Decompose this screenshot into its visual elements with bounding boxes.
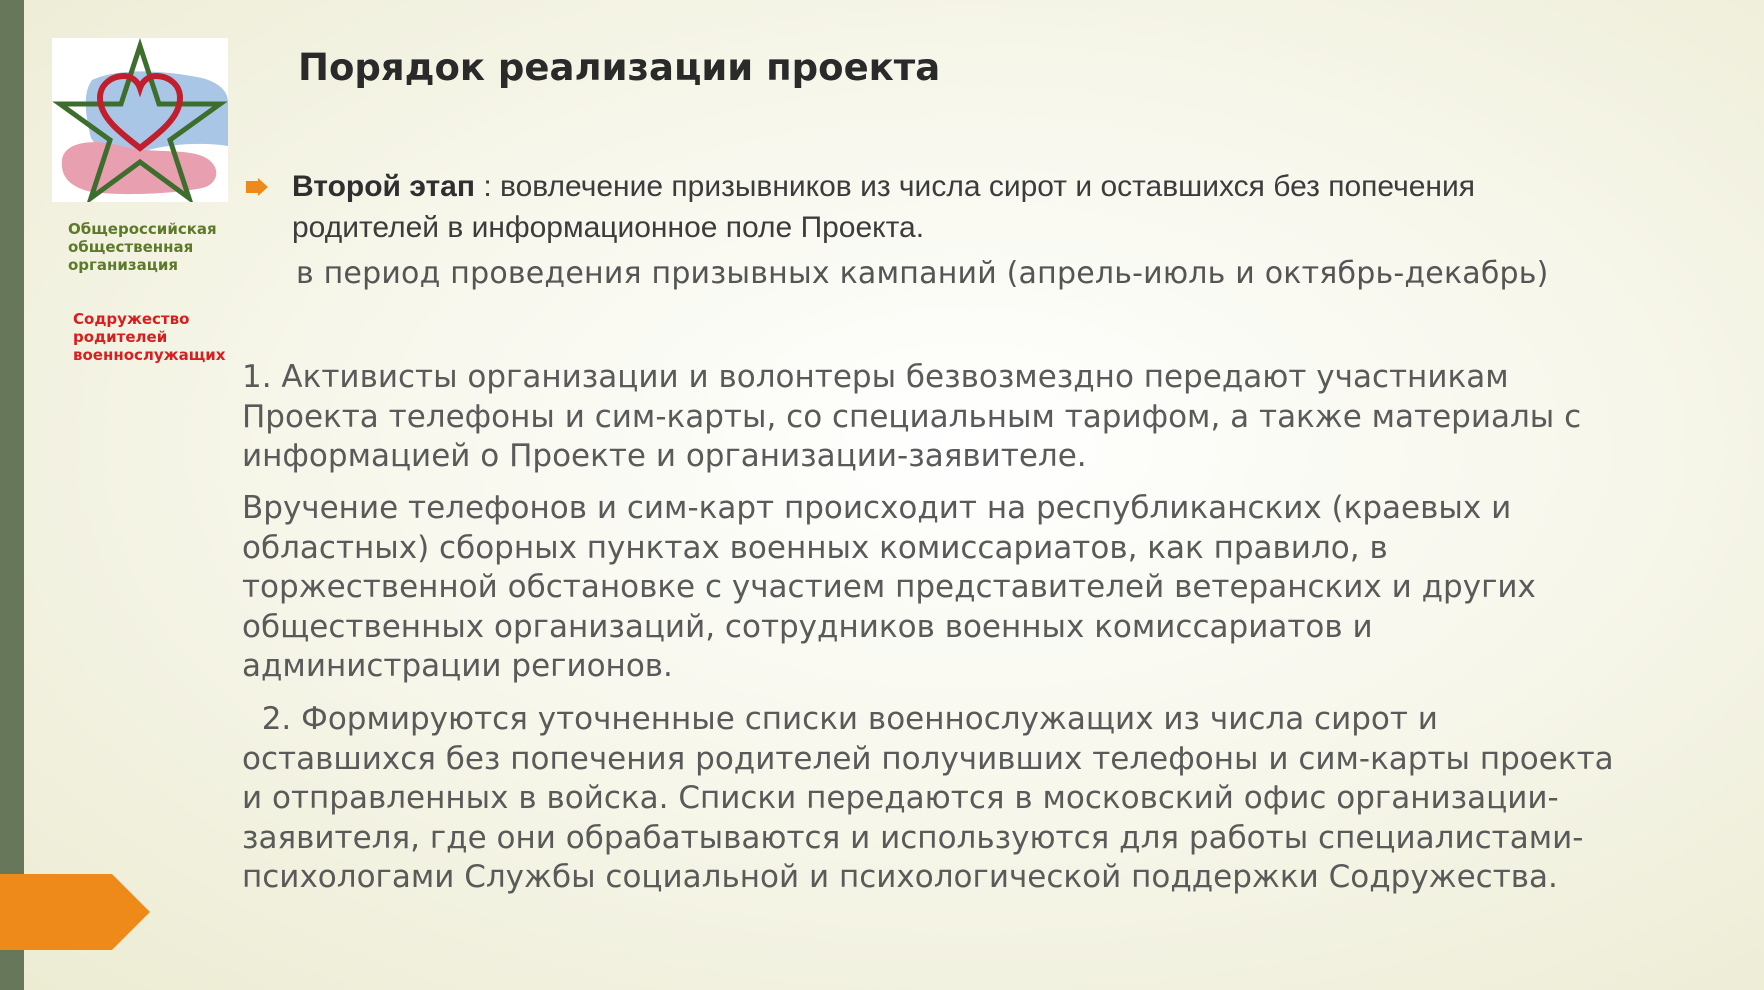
paragraph-line: 1. Активисты организации и волонтеры безвозмездно передают участникам [242, 359, 1509, 395]
paragraph-line: информацией о Проекте и организации-заявителе. [242, 438, 1087, 474]
paragraph-line: оставшихся без попечения родителей получивших телефоны и сим-карты проекта [242, 740, 1614, 777]
paragraph-line: заявителя, где они обрабатываются и используются для работы специалистами- [242, 819, 1584, 856]
logo-org-name-line: военнослужащих [73, 346, 226, 364]
paragraph-line: психологами Службы социальной и психологической поддержки Содружества. [242, 859, 1558, 895]
logo-org-name [73, 310, 253, 364]
logo-org-name-line: родителей [73, 328, 168, 346]
logo-org-type [68, 220, 248, 274]
logo-org-name-line: Содружество [73, 310, 190, 328]
stage-text-line: родителей в информационное поле Проекта. [292, 211, 925, 244]
paragraph-line: областных) сборных пунктах военных комиссариатов, как правило, в [242, 529, 1388, 566]
star-heart-emblem-icon [52, 38, 228, 202]
orange-arrow-shape [0, 874, 150, 950]
arrow-bullet-icon [246, 178, 268, 196]
paragraph-line: 2. Формируются уточненные списки военнослужащих из числа сирот и [242, 701, 1438, 737]
logo-org-type-line: Общероссийская [68, 220, 217, 238]
period-line: в период проведения призывных кампаний (апрель-июль и октябрь-декабрь) [296, 256, 1549, 291]
stage-text-line: : вовлечение призывников из числа сирот и оставшихся без попечения [475, 170, 1475, 203]
paragraph-3 [242, 700, 1682, 898]
paragraph-line: и отправленных в войска. Списки передаются в московский офис организации- [242, 780, 1559, 816]
paragraph-2 [242, 489, 1682, 687]
organization-logo [52, 38, 228, 202]
stage-description [292, 166, 1622, 248]
paragraph-line: Вручение телефонов и сим-карт происходит на республиканских (краевых и [242, 490, 1512, 526]
stage-label: Второй этап [292, 170, 475, 203]
paragraph-line: общественных организаций, сотрудников военных комиссариатов и [242, 608, 1373, 645]
paragraph-line: администрации регионов. [242, 648, 673, 684]
paragraph-1 [242, 358, 1682, 477]
paragraph-line: торжественной обстановке с участием представителей ветеранских и других [242, 569, 1536, 605]
logo-org-type-line: общественная [68, 238, 194, 256]
logo-org-type-line: организация [68, 256, 178, 274]
side-accent-bar [0, 0, 24, 990]
slide-title: Порядок реализации проекта [298, 46, 941, 89]
paragraph-line: Проекта телефоны и сим-карты, со специальным тарифом, а также материалы с [242, 398, 1582, 435]
